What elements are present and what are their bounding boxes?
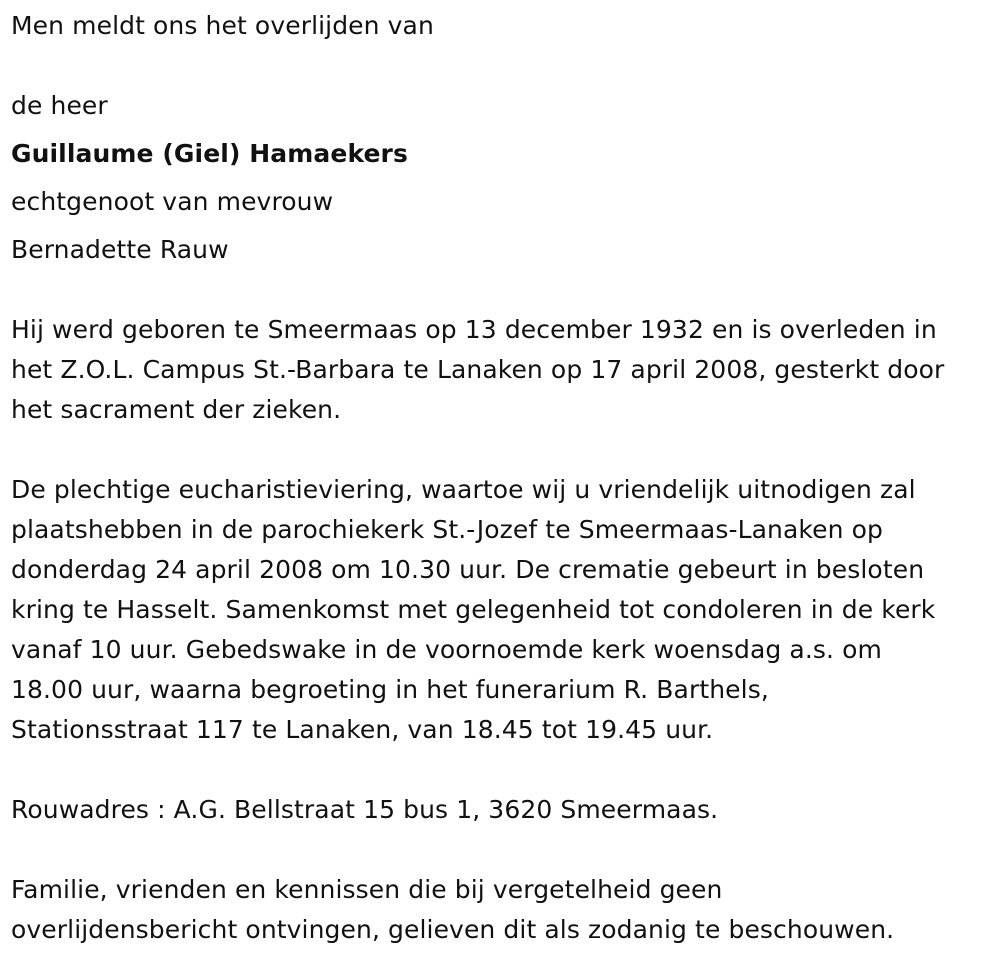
spacer	[11, 46, 993, 86]
paragraph-line: plaatshebben in de parochiekerk St.-Jozef te Smeermaas-Lanaken op	[11, 515, 883, 544]
death-notice	[11, 6, 993, 950]
spacer	[11, 430, 993, 470]
paragraph-line: Stationsstraat 117 te Lanaken, van 18.45 tot 19.45 uur.	[11, 715, 714, 744]
paragraph-line: overlijdensbericht ontvingen, gelieven dit als zodanig te beschouwen.	[11, 915, 895, 944]
spacer	[11, 830, 993, 870]
intro-text: Men meldt ons het overlijden van	[11, 11, 434, 40]
paragraph-line: 18.00 uur, waarna begroeting in het funerarium R. Barthels,	[11, 675, 769, 704]
paragraph-line: vanaf 10 uur. Gebedswake in de voornoemde kerk woensdag a.s. om	[11, 635, 882, 664]
spouse-label: echtgenoot van mevrouw	[11, 187, 334, 216]
spacer	[11, 270, 993, 310]
paragraph-line: het Z.O.L. Campus St.-Barbara te Lanaken op 17 april 2008, gesterkt door	[11, 355, 945, 384]
birth-death-paragraph	[11, 310, 993, 430]
paragraph-line: Hij werd geboren te Smeermaas op 13 december 1932 en is overleden in	[11, 315, 937, 344]
paragraph-line: kring te Hasselt. Samenkomst met gelegenheid tot condoleren in de kerk	[11, 595, 936, 624]
deceased-name: Guillaume (Giel) Hamaekers	[11, 139, 408, 168]
spacer	[11, 750, 993, 790]
paragraph-line: het sacrament der zieken.	[11, 395, 342, 424]
paragraph-line: donderdag 24 april 2008 om 10.30 uur. De crematie gebeurt in besloten	[11, 555, 925, 584]
honorific-text: de heer	[11, 91, 108, 120]
closing-paragraph	[11, 870, 993, 950]
paragraph-line: Familie, vrienden en kennissen die bij vergetelheid geen	[11, 875, 723, 904]
spouse-name: Bernadette Rauw	[11, 235, 229, 264]
paragraph-line: De plechtige eucharistieviering, waartoe wij u vriendelijk uitnodigen zal	[11, 475, 916, 504]
ceremony-paragraph	[11, 470, 993, 750]
mourning-address: Rouwadres : A.G. Bellstraat 15 bus 1, 3620 Smeermaas.	[11, 795, 719, 824]
